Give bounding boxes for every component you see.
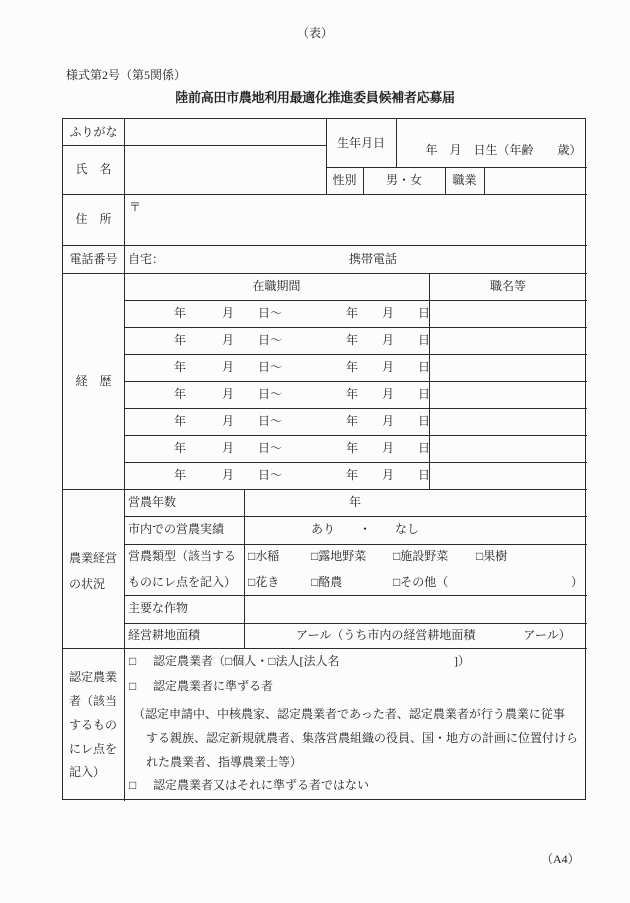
phone-mobile-label: 携帯電話	[349, 252, 398, 266]
phone-label: 電話番号	[69, 251, 118, 266]
farming-area-label: 経営耕地面積	[128, 628, 201, 642]
gender-label: 性別	[332, 173, 357, 187]
grid-line	[124, 408, 587, 409]
grid-line	[124, 435, 587, 436]
checkbox-option-greenhouse: □施設野菜	[393, 549, 449, 563]
career-period-start: 年 月 日～	[174, 387, 283, 401]
checkbox-option-open-field: □露地野菜	[311, 549, 367, 563]
form-title: 陸前高田市農地利用最適化推進委員候補者応募届	[175, 90, 455, 105]
grid-line	[124, 327, 587, 328]
career-period-start: 年 月 日～	[174, 333, 283, 347]
farming-area-value: アール（うち市内の経営耕地面積 アール）	[296, 628, 571, 642]
checkbox-option-flowers: □花き	[248, 575, 280, 589]
grid-line	[63, 194, 587, 195]
checkbox-icon: □	[129, 654, 137, 668]
certified-note-line1: （認定申請中、中核農家、認定農業者であった者、認定農業者が行う農業に従事	[133, 707, 565, 721]
grid-line	[124, 516, 587, 517]
grid-line	[124, 354, 587, 355]
grid-line	[124, 595, 587, 596]
grid-line	[63, 245, 587, 246]
furigana-input-area	[186, 119, 326, 145]
grid-line	[63, 489, 587, 490]
career-period-header: 在職期間	[252, 279, 301, 293]
grid-line	[63, 648, 587, 649]
grid-line	[244, 489, 245, 648]
certified-option1-text: 認定農業者（□個人・□法人[法人名	[153, 654, 340, 668]
checkbox-icon: □	[129, 778, 137, 792]
certified-label-line: 記入）	[69, 765, 106, 779]
grid-line	[124, 381, 587, 382]
checkbox-option-dairy: □酪農	[311, 575, 343, 589]
farming-record-value: あり ・ なし	[311, 522, 420, 536]
paper-size-label: （A4）	[541, 852, 580, 866]
career-label: 経 歴	[75, 373, 112, 388]
grid-line	[124, 462, 587, 463]
name-label: 氏 名	[75, 162, 112, 176]
career-position-header: 職名等	[489, 279, 526, 293]
grid-line	[396, 119, 397, 167]
certified-label-line: するもの	[69, 718, 118, 732]
occupation-label: 職業	[452, 173, 477, 187]
gender-value: 男・女	[385, 173, 422, 187]
farming-crops-label: 主要な作物	[128, 601, 189, 615]
page-side-label: （表）	[296, 26, 333, 40]
grid-line	[124, 623, 587, 624]
birthdate-value: 年 月 日生（年齢 歳）	[425, 143, 582, 157]
furigana-label: ふりがな	[69, 124, 118, 139]
career-period-end: 年 月 日	[346, 387, 431, 401]
certified-label-line: 認定農業	[69, 670, 118, 684]
farming-years-value: 年	[349, 495, 362, 509]
certified-label-line: にレ点を	[69, 742, 118, 756]
checkbox-option-rice: □水稲	[248, 549, 280, 563]
certified-note-line2: する親族、認定新規就農者、集落営農組織の役員、国・地方の計画に位置付けら	[146, 731, 579, 745]
career-period-end: 年 月 日	[346, 441, 431, 455]
checkbox-option-fruit: □果樹	[476, 549, 508, 563]
farming-record-label: 市内での営農実績	[128, 522, 225, 536]
application-form-table	[62, 118, 586, 800]
grid-line	[484, 167, 485, 194]
certified-option3-text: 認定農業者又はそれに準ずる者ではない	[153, 778, 370, 792]
checkbox-icon: □	[129, 679, 137, 693]
form-number: 様式第2号（第5関係）	[66, 68, 187, 82]
career-period-end: 年 月 日	[346, 333, 431, 347]
phone-home-label: 自宅：	[128, 252, 165, 266]
grid-line	[124, 544, 587, 545]
farming-type-label-line2: ものにレ点を記入）	[128, 575, 237, 589]
farming-years-label: 営農年数	[128, 495, 177, 509]
other-close-paren: ）	[571, 575, 584, 589]
farming-label-line1: 農業経営	[69, 551, 118, 565]
career-period-end: 年 月 日	[346, 414, 431, 428]
career-period-start: 年 月 日～	[174, 441, 283, 455]
career-period-start: 年 月 日～	[174, 468, 283, 482]
postal-mark-icon: 〒	[129, 200, 142, 214]
birthdate-label: 生年月日	[336, 135, 385, 150]
certified-option2-text: 認定農業者に準ずる者	[153, 679, 274, 693]
certified-note-line3: れた農業者、指導農業士等）	[146, 755, 303, 769]
certified-label-line: 者（該当	[69, 694, 118, 708]
grid-line	[124, 119, 125, 801]
career-period-end: 年 月 日	[346, 468, 431, 482]
career-period-start: 年 月 日～	[174, 414, 283, 428]
career-period-end: 年 月 日	[346, 306, 431, 320]
address-label: 住 所	[75, 212, 112, 226]
career-period-end: 年 月 日	[346, 360, 431, 374]
certified-option1-close: ]）	[454, 654, 470, 668]
career-period-start: 年 月 日～	[174, 360, 283, 374]
career-period-start: 年 月 日～	[174, 306, 283, 320]
farming-type-label-line1: 営農類型（該当する	[128, 549, 237, 563]
farming-label-line2: の状況	[69, 577, 106, 591]
checkbox-option-other: □その他（	[393, 575, 449, 589]
grid-line	[124, 300, 587, 301]
